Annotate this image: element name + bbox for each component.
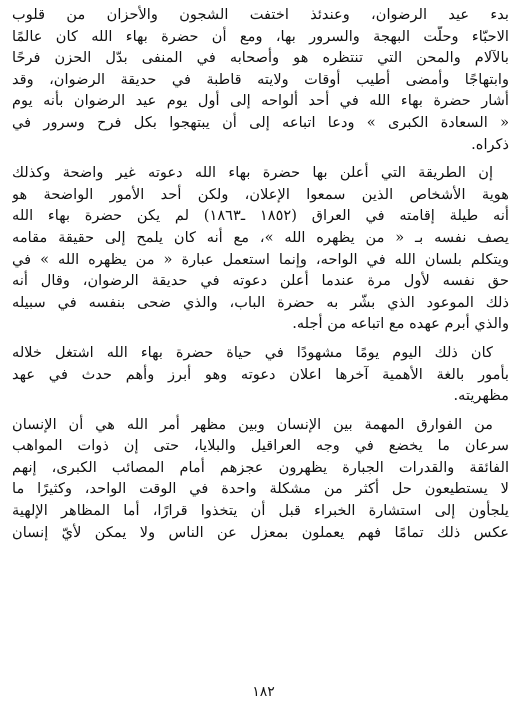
text-line: عكس ذلك تمامًا فهم يعملون بمعزل عن الناس ولا يمكن لأيّ إنسان: [12, 523, 509, 541]
page-number: ١٨٢: [252, 684, 275, 700]
paragraph-4: [12, 414, 509, 544]
paragraph-1: [12, 4, 509, 155]
text-line: بأمور بالغة الأهمية آخرها اعلان دعوته وهو أبرز وأهم حدث في عهد: [12, 365, 509, 383]
text-line: مظهريته.: [453, 387, 509, 405]
text-line: أشار حضرة بهاء الله في أحد ألواحه إلى أول يوم عيد الرضوان بأنه يوم: [12, 92, 509, 110]
text-line: من الفوارق المهمة بين الإنسان وبين مظهر أمر الله هي أن الإنسان: [12, 415, 493, 433]
text-line: يصف نفسه بـ « من يظهره الله »، مع أنه كان يلمح إلى حقيقة مقامه: [12, 228, 509, 246]
text-line: كان ذلك اليوم يومًا مشهودًا في حياة حضرة بهاء الله اشتغل خلاله: [12, 343, 493, 361]
text-line: يلجأون إلى استشارة الخبراء قبل أن يتخذوا قرارًا، أما المظاهر الإلهية: [12, 502, 509, 520]
text-line: أنه طيلة إقامته في العراق (١٨٥٢ ـ١٨٦٣) لم يكن حضرة بهاء الله: [12, 207, 509, 225]
text-line: الفائقة والقدرات الجبارة يظهرون عجزهم أمام المصائب الكبرى، إنهم: [12, 458, 509, 476]
paragraph-2: [12, 162, 509, 335]
text-line: « السعادة الكبرى » ودعا اتباعه إلى أن يبتهجوا بكل فرح وسرور في: [12, 113, 509, 131]
text-line: إن الطريقة التي أعلن بها حضرة بهاء الله دعوته غير واضحة وكذلك: [12, 164, 493, 182]
text-line: هوية الأشخاص الذين سمعوا الإعلان، ولكن أحد الأمور الواضحة هو: [12, 185, 509, 203]
text-line: بدء عيد الرضوان، وعندئذ اختفت الشجون والأحزان من قلوب: [12, 6, 509, 23]
text-line: والذي أبرم عهده مع اتباعه من أجله.: [292, 315, 509, 333]
text-line: ويتكلم بلسان الله في الواحه، وإنما استعمل عبارة « من يظهره الله » في: [12, 250, 509, 268]
text-line: حق نفسه لأول مرة عندما أعلن دعوته في حديقة الرضوان، وقال أنه: [12, 272, 509, 290]
text-line: ذكراه.: [471, 135, 509, 153]
text-line: وابتهاجًا وأمضى أطيب أوقات ولايته قاطبة في حديقة الرضوان، وقد: [12, 70, 509, 88]
text-line: سرعان ما يخضع في وجه العراقيل والبلايا، حتى إن ذوات المواهب: [12, 437, 509, 455]
text-line: بالآلام والمحن التي تنتظره هو وأصحابه في المنفى بدّل الحزن فرحًا: [12, 49, 509, 67]
text-line: الاحبّاء وحلّت البهجة والسرور بها، ومع أن حضرة بهاء الله كان عالمًا: [12, 27, 509, 45]
paragraph-3: [12, 342, 509, 407]
text-line: لا يستطيعون حل أكثر من مشكلة واحدة في الوقت الواحد، وكثيرًا ما: [12, 480, 509, 498]
text-line: ذلك الموعود الذي بشّر به حضرة الباب، والذي ضحى بنفسه في سبيله: [12, 293, 509, 311]
